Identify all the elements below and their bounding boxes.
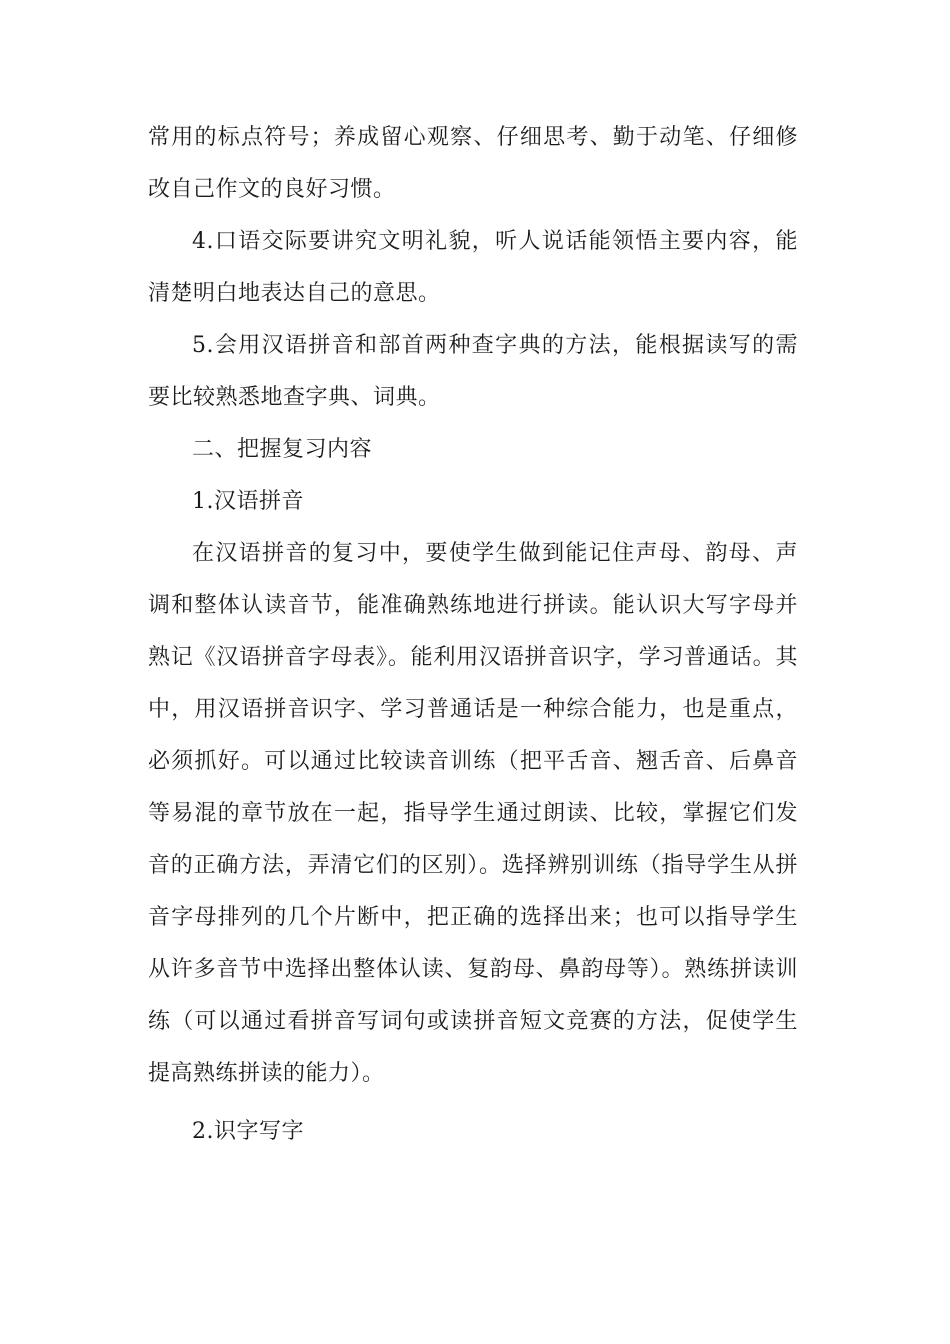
subheading-literacy-writing: 2.识字写字	[192, 1119, 304, 1144]
paragraph-pinyin-review: 在汉语拼音的复习中，要使学生做到能记住声母、韵母、声调和整体认读音节，能准确熟练地进行拼读。能认识大写字母并熟记《汉语拼音字母表》。能利用汉语拼音识字，学习普通话。其中，用汉语拼音识字、学习普通话是一种综合能力，也是重点，必须抓好。可以通过比较读音训练（把平舌音、翘舌音、后鼻音等易混的章节放在一起，指导学生通过朗读、比较，掌握它们发音的正确方法，弄清它们的区别）。选择辨别训练（指导学生从拼音字母排列的几个片断中，把正确的选择出来；也可以指导学生从许多音节中选择出整体认读、复韵母、鼻韵母等）。熟练拼读训练（可以通过看拼音写词句或读拼音短文竞赛的方法，促使学生提高熟练拼读的能力）。	[148, 541, 798, 1086]
paragraph-dictionary-use: 5.会用汉语拼音和部首两种查字典的方法，能根据读写的需要比较熟悉地查字典、词典。	[148, 333, 798, 410]
paragraph-punctuation-habits: 常用的标点符号；养成留心观察、仔细思考、勤于动笔、仔细修改自己作文的良好习惯。	[148, 125, 798, 202]
subheading-pinyin: 1.汉语拼音	[192, 489, 304, 514]
section-heading-review-content: 二、把握复习内容	[192, 437, 373, 462]
paragraph-oral-communication: 4.口语交际要讲究文明礼貌，听人说话能领悟主要内容，能清楚明白地表达自己的意思。	[148, 229, 798, 306]
document-body	[148, 112, 798, 1158]
